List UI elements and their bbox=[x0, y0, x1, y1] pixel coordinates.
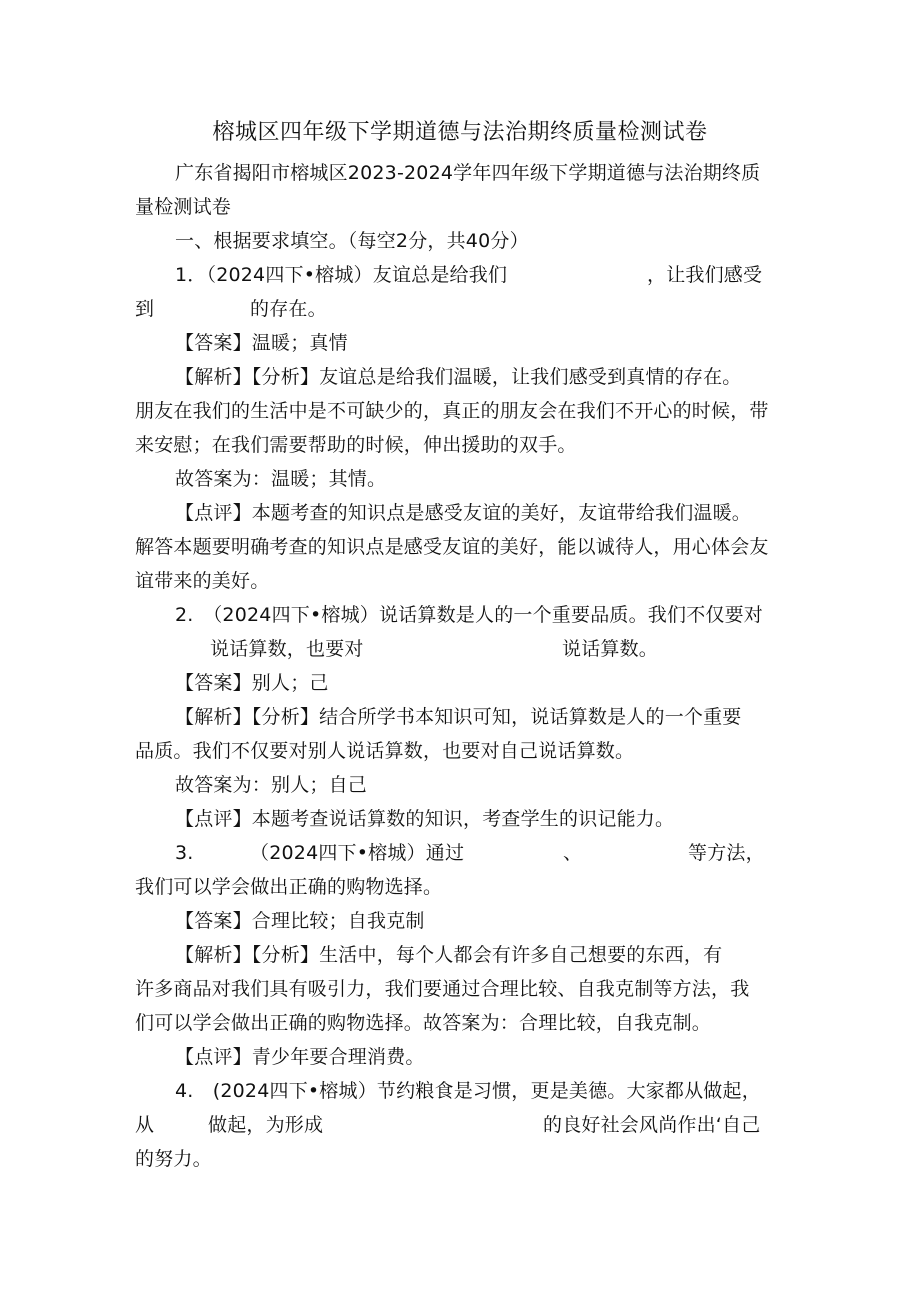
q2-text-c: 说话算数。 bbox=[562, 638, 659, 660]
q3-analysis-2: 许多商品对我们具有吸引力，我们要通过合理比较、自我克制等方法，我 bbox=[135, 978, 750, 1000]
q1-review-2: 解答本题要明确考查的知识点是感受友谊的美好，能以诚待人，用心体会友 bbox=[135, 536, 769, 558]
q2-analysis-2: 品质。我们不仅要对别人说话算数，也要对自己说话算数。 bbox=[135, 740, 635, 762]
q4-text-c: 做起，为形成 bbox=[208, 1114, 324, 1136]
subtitle-line-2: 量检测试卷 bbox=[135, 196, 232, 218]
q1-text-a: 1．（2024四下•榕城）友谊总是给我们 bbox=[175, 264, 508, 286]
q3-text-b: 、 bbox=[563, 842, 583, 864]
q1-review-1: 【点评】本题考查的知识点是感受友谊的美好，友谊带给我们温暖。 bbox=[175, 502, 752, 524]
q3-answer: 【答案】合理比较；自我克制 bbox=[175, 910, 425, 932]
q1-analysis-2: 朋友在我们的生活中是不可缺少的，真正的朋友会在我们不开心的时候，带 bbox=[135, 400, 769, 422]
q3-analysis-1: 【解析】【分析】生活中，每个人都会有许多自己想要的东西，有 bbox=[175, 944, 723, 966]
q1-text-c: 到 bbox=[135, 298, 155, 320]
q3-text-d: 我们可以学会做出正确的购物选择。 bbox=[135, 876, 443, 898]
q2-text-b: 说话算数，也要对 bbox=[210, 638, 364, 660]
q3-text-c: 等方法， bbox=[688, 842, 765, 864]
q3-text-a: （2024四下•榕城）通过 bbox=[250, 842, 465, 864]
q2-review: 【点评】本题考查说话算数的知识，考查学生的识记能力。 bbox=[175, 808, 675, 830]
q2-text-a: 2. （2024四下•榕城）说话算数是人的一个重要品质。我们不仅要对 bbox=[175, 604, 763, 626]
q2-answer: 【答案】别人；己 bbox=[175, 672, 329, 694]
q3-review: 【点评】青少年要合理消费。 bbox=[175, 1046, 425, 1068]
subtitle-line-1: 广东省揭阳市榕城区2023-2024学年四年级下学期道德与法治期终质 bbox=[175, 162, 761, 184]
document-title: 榕城区四年级下学期道德与法治期终质量检测试卷 bbox=[212, 120, 708, 145]
q1-answer: 【答案】温暖；真情 bbox=[175, 332, 348, 354]
q1-text-b: ，让我们感受 bbox=[647, 264, 763, 286]
q2-analysis-1: 【解析】【分析】结合所学书本知识可知，说话算数是人的一个重要 bbox=[175, 706, 742, 728]
q3-number: 3. bbox=[175, 842, 194, 864]
q1-analysis-1: 【解析】【分析】友谊总是给我们温暖，让我们感受到真情的存在。 bbox=[175, 366, 742, 388]
q4-text-d: 的良好社会风尚作出‘自己 bbox=[543, 1114, 761, 1136]
q1-text-d: 的存在。 bbox=[250, 298, 327, 320]
q4-text-a: 4. (2024四下•榕城）节约粮食是习惯，更是美德。大家都从做起， bbox=[175, 1080, 761, 1102]
q2-conclusion: 故答案为：别人；自己 bbox=[175, 774, 368, 796]
q3-analysis-3: 们可以学会做出正确的购物选择。故答案为：合理比较，自我克制。 bbox=[135, 1012, 712, 1034]
q1-analysis-3: 来安慰；在我们需要帮助的时候，伸出援助的双手。 bbox=[135, 434, 577, 456]
section-heading: 一、根据要求填空。（每空2分，共40分） bbox=[175, 230, 529, 252]
q4-text-e: 的努力。 bbox=[135, 1148, 212, 1170]
q1-review-3: 谊带来的美好。 bbox=[135, 570, 270, 592]
q4-text-b: 从 bbox=[135, 1114, 155, 1136]
q1-conclusion: 故答案为：温暖；其情。 bbox=[175, 468, 387, 490]
